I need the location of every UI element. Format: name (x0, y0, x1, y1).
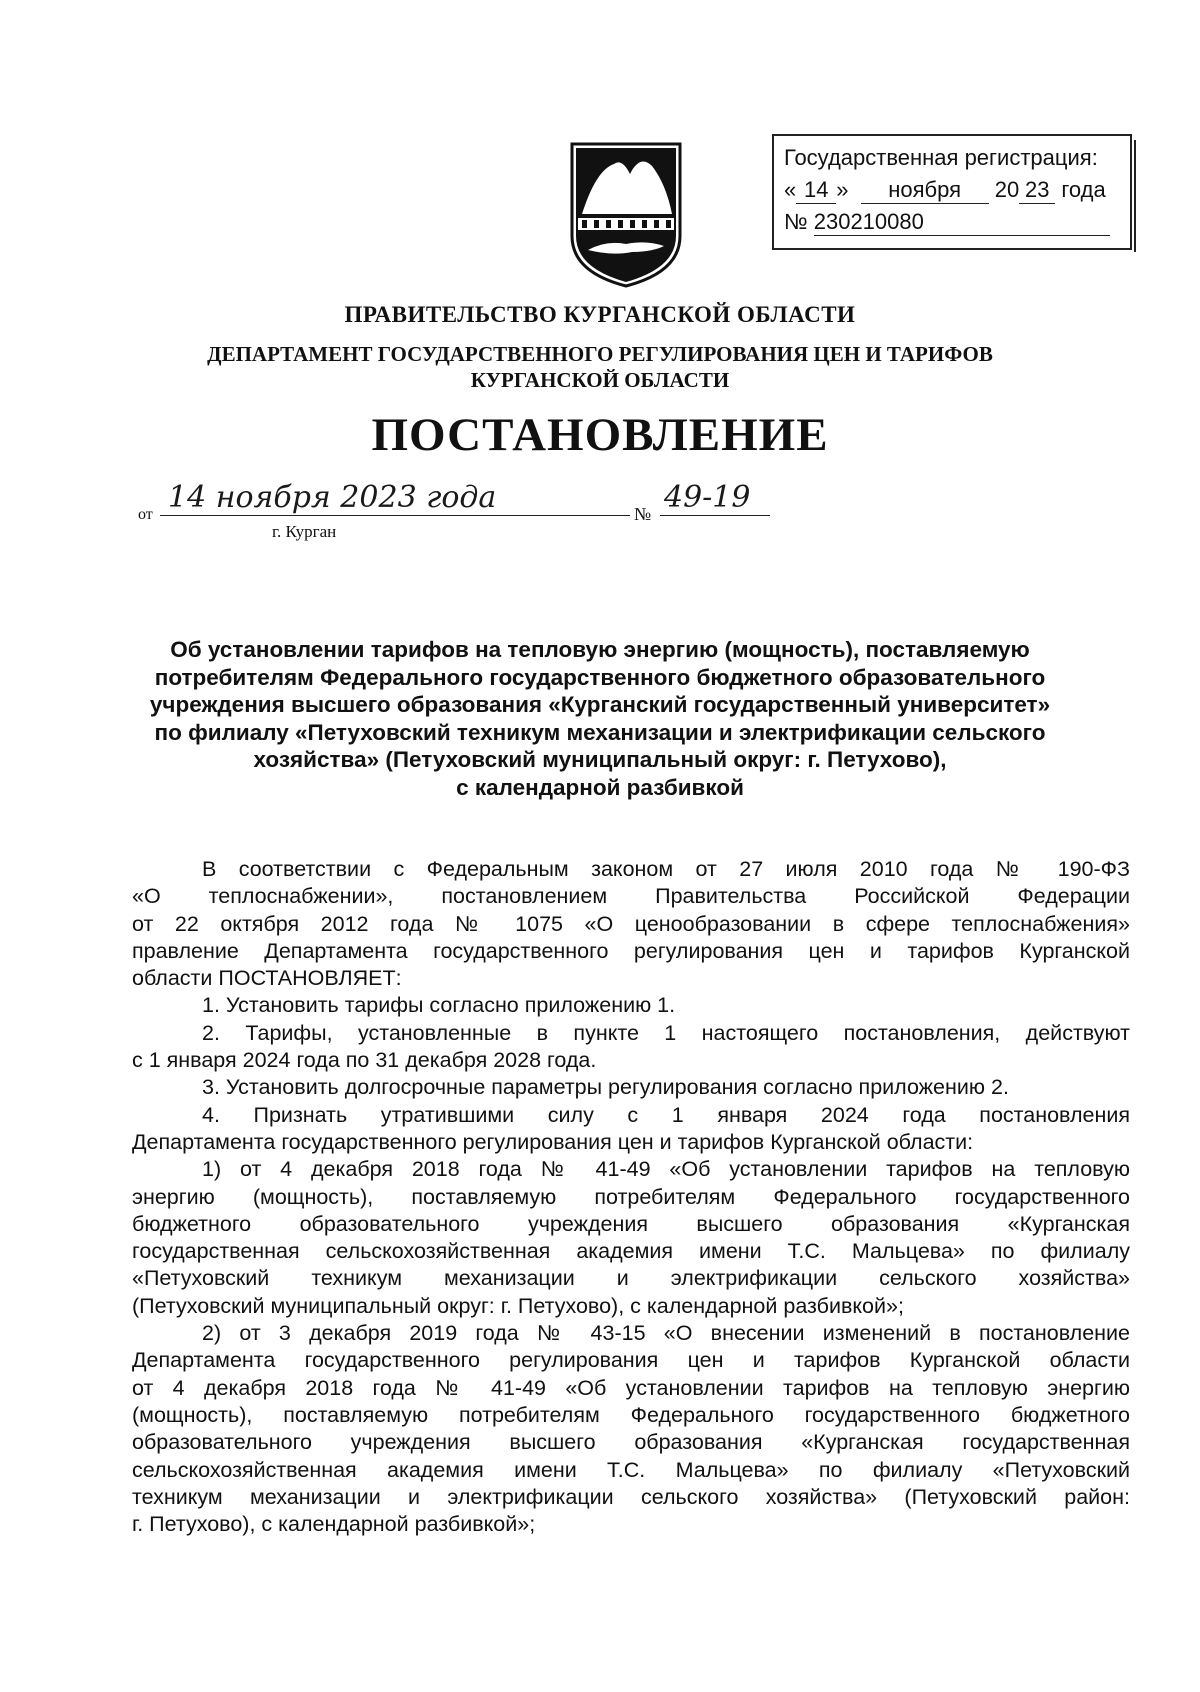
city-label: г. Курган (272, 522, 337, 541)
body-line: (Петуховский муниципальный округ: г. Петухово), с календарной разбивкой»; (132, 1293, 904, 1318)
registration-date-line (784, 174, 1120, 206)
subject-line: по филиалу «Петуховский техникум механизации и электрификации сельского (154, 719, 1046, 745)
body-line: г. Петухово), с календарной разбивкой»; (132, 1512, 536, 1537)
body-line: Департамента государственного регулирования цен и тарифов Курганской области (132, 1348, 1130, 1373)
body-line: 1. Установить тарифы согласно приложению 1. (202, 993, 676, 1018)
body-line: 1) от 4 декабря 2018 года № 41-49 «Об установлении тарифов на тепловую (202, 1157, 1130, 1182)
body-line: энергию (мощность), поставляемую потребителям Федерального государственного (132, 1184, 1130, 1209)
subject-line: учреждения высшего образования «Курганский государственный университет» (149, 692, 1051, 717)
subject-line: потребителям Федерального государственного бюджетного образовательного (154, 664, 1046, 690)
body-line: с 1 января 2024 года по 31 декабря 2028 года. (132, 1048, 597, 1073)
body-line: «О теплоснабжении», постановлением Правительства Российской Федерации (132, 884, 1130, 909)
body-line: правление Департамента государственного регулирования цен и тарифов Курганской (132, 938, 1130, 963)
body-line: 3. Установить долгосрочные параметры регулирования согласно приложению 2. (202, 1075, 1009, 1100)
handwritten-number: 49-19 (660, 480, 770, 516)
government-heading: ПРАВИТЕЛЬСТВО КУРГАНСКОЙ ОБЛАСТИ (344, 302, 856, 327)
registration-quote-open: « (784, 177, 797, 202)
registration-month: ноября (861, 177, 989, 204)
registration-number-sign: № (784, 209, 808, 234)
document-type-title: ПОСТАНОВЛЕНИЕ (371, 409, 829, 461)
body-line: сельскохозяйственная академия имени Т.С. Мальцева» по филиалу «Петуховский (132, 1457, 1130, 1482)
body-line: техникум механизации и электрификации сельского хозяйства» (Петуховский район: (132, 1484, 1130, 1509)
body-line: 2) от 3 декабря 2019 года № 43-15 «О внесении изменений в постановление (202, 1321, 1130, 1346)
subject-line: Об установлении тарифов на тепловую энергию (мощность), поставляемую (170, 637, 1030, 662)
body-line: государственная сельскохозяйственная академия имени Т.С. Мальцева» по филиалу (132, 1239, 1130, 1264)
registration-number-line (784, 206, 1120, 238)
body-line: В соответствии с Федеральным законом от 27 июля 2010 года № 190-ФЗ (202, 857, 1130, 881)
handwritten-date: 14 ноября 2023 года (160, 480, 630, 516)
date-number-line (138, 480, 751, 544)
number-sign: № (634, 504, 652, 524)
department-heading-line1: ДЕПАРТАМЕНТ ГОСУДАРСТВЕННОГО РЕГУЛИРОВАНИЯ ЦЕН И ТАРИФОВ (207, 342, 993, 366)
coat-of-arms-emblem (566, 140, 686, 290)
document-subject (120, 636, 1080, 801)
registration-day: 14 (796, 177, 836, 204)
body-line: «Петуховский техникум механизации и электрификации сельского хозяйства» (132, 1266, 1130, 1291)
body-line: (мощность), поставляемую потребителям Федерального государственного бюджетного (132, 1402, 1130, 1427)
registration-year-prefix: 20 (994, 177, 1020, 202)
body-line: 4. Признать утратившими силу с 1 января 2024 года постановления (202, 1102, 1130, 1127)
registration-year-suffix: 23 (1019, 177, 1055, 204)
registration-year-word: года (1061, 177, 1106, 202)
subject-line: с календарной разбивкой (456, 774, 744, 800)
body-line: образовательного учреждения высшего образования «Курганская государственная (132, 1430, 1130, 1455)
body-line: от 22 октября 2012 года № 1075 «О ценообразовании в сфере теплоснабжения» (132, 911, 1130, 936)
body-line: Департамента государственного регулирования цен и тарифов Курганской области: (132, 1129, 974, 1154)
body-line: от 4 декабря 2018 года № 41-49 «Об установлении тарифов на тепловую энергию (132, 1375, 1130, 1400)
registration-quote-close: » (836, 177, 849, 202)
body-line: области ПОСТАНОВЛЯЕТ: (132, 966, 402, 991)
body-line: 2. Тарифы, установленные в пункте 1 настоящего постановления, действуют (202, 1020, 1130, 1045)
body-line: бюджетного образовательного учреждения высшего образования «Курганская (132, 1211, 1130, 1236)
department-heading-line2: КУРГАНСКОЙ ОБЛАСТИ (470, 368, 730, 392)
registration-number: 230210080 (814, 209, 1110, 236)
subject-line: хозяйства» (Петуховский муниципальный округ: г. Петухово), (253, 747, 947, 772)
date-prefix: от (138, 506, 153, 523)
registration-stamp-box (772, 134, 1132, 250)
registration-label: Государственная регистрация: (784, 145, 1098, 170)
document-body (132, 856, 1130, 1538)
